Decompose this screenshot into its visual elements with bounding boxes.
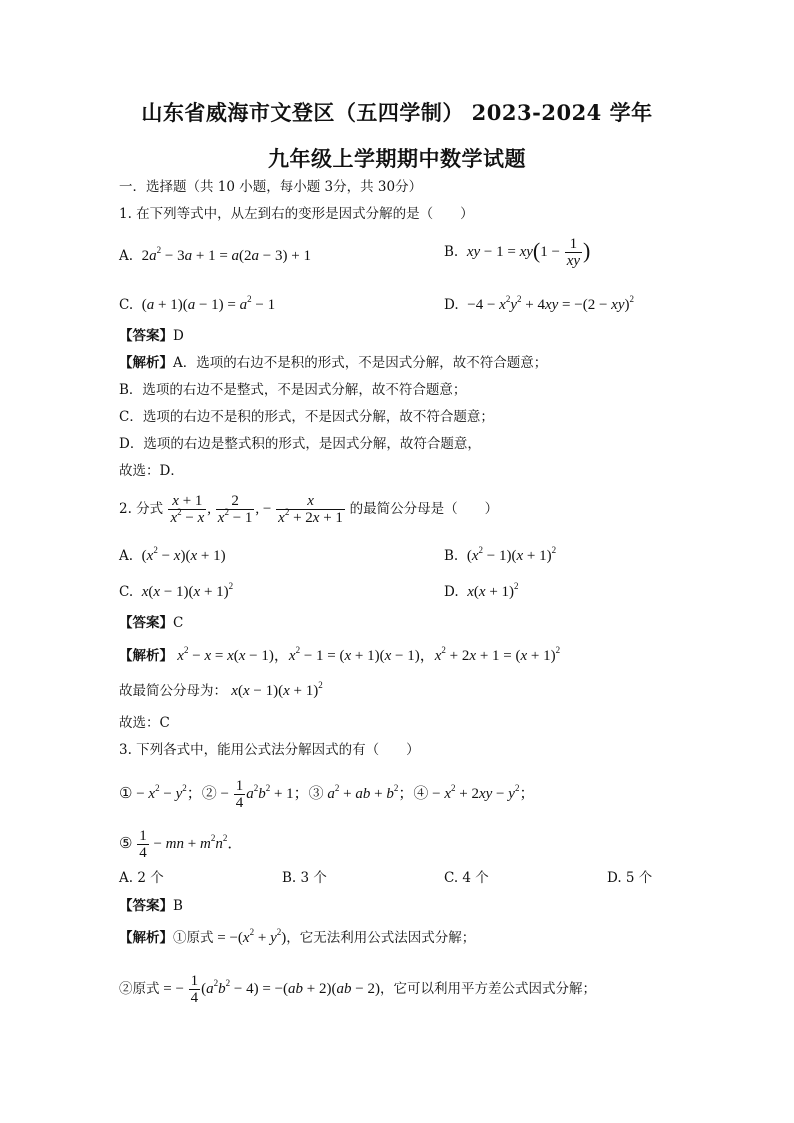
fraction: $\frac{2}{x^2 - 1}$	[217, 493, 253, 526]
formula: = $-(x^2 + y^2)$	[213, 927, 287, 946]
formula: ⑤ $\frac{1}{4}$ − mn + $m^2n^2$．	[119, 828, 243, 861]
formula: $2a^2 - 3a + 1 = a(2a - 3) + 1$	[141, 245, 311, 264]
formula: $(a + 1)(a - 1) = a^2 - 1$	[141, 294, 276, 313]
analysis-label: 【解析】	[119, 930, 173, 946]
q1-analysis-1	[119, 354, 547, 372]
q1-option-c	[119, 296, 275, 314]
q1-option-d	[444, 296, 634, 314]
formula: ① − $x^2 - y^2$；② − $\frac{1}{4}$ $a^2b^2 + 1$；③ $a^2$ + ab + $b^2$；④ − $x^2 + 2xy - y^2$；	[119, 778, 535, 811]
original-text: 原式	[186, 930, 214, 946]
title-line-2: 九年级上学期期中数学试题	[268, 146, 526, 171]
analysis-text: ，它无法利用公式法因式分解；	[286, 930, 476, 946]
q2-analysis	[119, 647, 560, 665]
lcd-text: 故最简公分母为：	[119, 683, 227, 699]
analysis-label: 【解析】	[119, 355, 173, 371]
answer-label: 【答案】	[119, 615, 173, 631]
formula: $-4 - x^2y^2 + 4xy = -(2 - xy)^2$	[467, 294, 634, 313]
q2-choice: 故选：C	[119, 715, 170, 731]
original-text: 原式	[132, 980, 160, 997]
fraction: $\frac{x}{x^2 + 2x + 1}$	[278, 493, 343, 526]
q2-option-c	[119, 583, 233, 601]
q3-analysis-2: ②原式 = − $\frac{1}{4}$ $(a^2b^2 - 4) = -(ab + 2)(ab - 2)$，它可以利用平方差公式因式分解；	[119, 973, 596, 1006]
fraction: $\frac{1}{4}$	[190, 973, 199, 1006]
answer-value: B	[173, 898, 183, 914]
q3-stem: 3. 下列各式中，能用公式法分解因式的有（ ）	[119, 742, 420, 758]
q1-analysis-4: D．选项的右边是整式积的形式，是因式分解，故符合题意，	[119, 436, 481, 452]
q3-answer	[119, 897, 183, 915]
q1-analysis-2: B．选项的右边不是整式，不是因式分解，故不符合题意；	[119, 382, 467, 398]
formula: $x^2 - x = x(x - 1)$，$x^2 - 1 = (x + 1)(x - 1)$，$x^2 + 2x + 1 = (x + 1)^2$	[177, 645, 561, 664]
answer-value: C	[173, 615, 184, 631]
formula: $x(x + 1)^2$	[467, 581, 519, 600]
q2-option-a	[119, 547, 226, 565]
q1-analysis-3: C．选项的右边不是积的形式，不是因式分解，故不符合题意；	[119, 409, 494, 425]
q3-items-line-2	[119, 828, 242, 861]
q2-lcd	[119, 682, 323, 700]
option-label: D.	[444, 584, 459, 600]
answer-label: 【答案】	[119, 898, 173, 914]
q1-choice: 故选：D．	[119, 463, 184, 479]
fractions: $\frac{x + 1}{x^2 - x}$ , $\frac{2}{x^2 - 1}$ , − $\frac{x}{x^2 + 2x + 1}$	[170, 493, 343, 526]
formula: $x(x - 1)(x + 1)^2$	[231, 680, 323, 699]
stem-text: 的最简公分母是（ ）	[349, 500, 499, 517]
option-label: A.	[119, 248, 134, 264]
option-label: B.	[444, 548, 459, 564]
stem-text: 2. 分式	[119, 500, 164, 517]
q2-option-d	[444, 583, 519, 601]
q2-stem	[119, 493, 498, 526]
formula: = − $\frac{1}{4}$ $(a^2b^2 - 4) = -(ab + 2)(ab - 2)$	[159, 973, 380, 1006]
option-label: B.	[444, 243, 459, 260]
fraction: $\frac{1}{xy}$	[566, 236, 581, 269]
analysis-label: 【解析】	[119, 648, 173, 664]
fraction: $\frac{1}{4}$	[139, 828, 147, 861]
option-label: A.	[119, 548, 134, 564]
answer-value: D	[173, 328, 184, 344]
q1-option-a	[119, 247, 311, 265]
q1-answer	[119, 327, 184, 345]
option-label: C.	[119, 297, 134, 313]
section-heading: 一．选择题（共 10 小题，每小题 3分，共 30分）	[119, 179, 423, 195]
q2-option-b	[444, 547, 556, 565]
q3-analysis-1: 【解析】①原式 = $-(x^2 + y^2)$，它无法利用公式法因式分解；	[119, 927, 476, 946]
analysis-text: A．选项的右边不是积的形式，不是因式分解，故不符合题意；	[173, 355, 548, 371]
fraction: $\frac{x + 1}{x^2 - x}$	[170, 493, 205, 526]
formula: $(x^2 - 1)(x + 1)^2$	[466, 545, 557, 564]
analysis-text: ，它可以利用平方差公式因式分解；	[379, 980, 596, 997]
formula: xy − 1 = xy(1 − $\frac{1}{xy}$ )	[466, 236, 591, 269]
q1-option-b	[444, 236, 590, 269]
q3-choice-a: A. 2 个	[119, 870, 164, 886]
q2-answer	[119, 614, 183, 632]
option-label: D.	[444, 297, 459, 313]
option-label: C.	[119, 584, 134, 600]
q3-choice-b: B. 3 个	[282, 870, 327, 886]
formula: $(x^2 - x)(x + 1)$	[141, 545, 226, 564]
answer-label: 【答案】	[119, 328, 173, 344]
q1-stem: 1. 在下列等式中，从左到右的变形是因式分解的是（ ）	[119, 206, 474, 222]
fraction: $\frac{1}{4}$	[235, 778, 244, 811]
q3-items-line-1	[119, 778, 534, 811]
q3-choice-d: D. 5 个	[607, 870, 653, 886]
title-line-1: 山东省威海市文登区（五四学制） 2023-2024 学年	[141, 100, 653, 125]
formula: $x(x - 1)(x + 1)^2$	[141, 581, 234, 600]
q3-choice-c: C. 4 个	[444, 870, 489, 886]
